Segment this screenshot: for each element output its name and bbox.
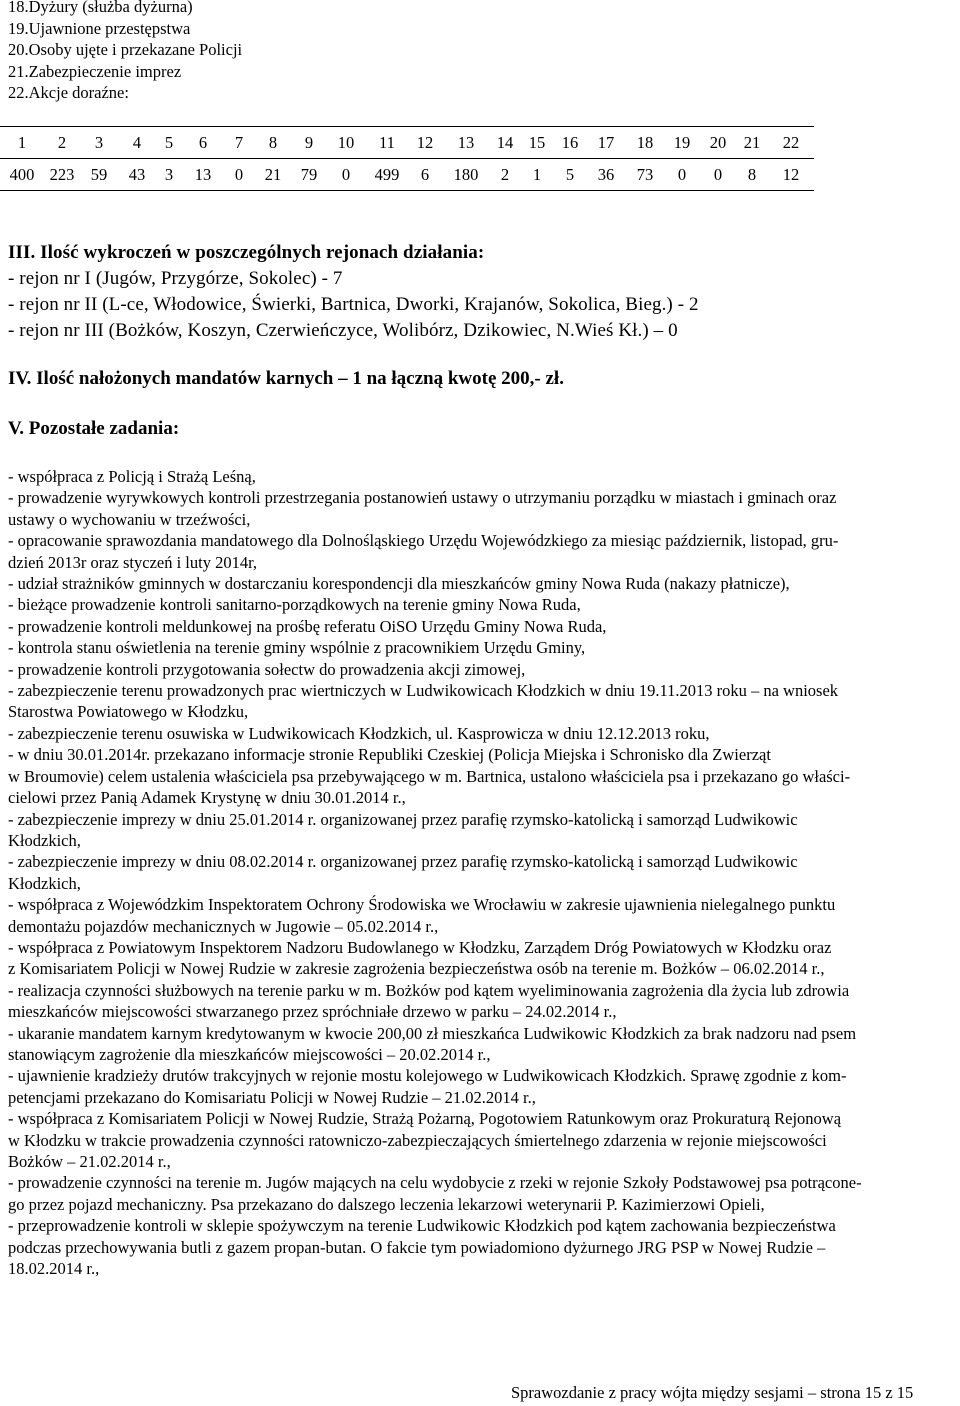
- task-line: - zabezpieczenie imprezy w dniu 25.01.2014 r. organizowanej przez parafię rzymsko-katolicką i samorząd Ludwikowic: [8, 809, 798, 829]
- table-header-cell: 19: [664, 127, 700, 159]
- table-cell: 3: [164, 164, 174, 184]
- table-cell: 73: [636, 164, 654, 184]
- table-cell: 2: [500, 164, 510, 184]
- table-header-cell: 5: [156, 127, 182, 159]
- task-line: dzień 2013r oraz styczeń i luty 2014r,: [8, 552, 258, 572]
- table-cell: 0: [341, 164, 351, 184]
- region-line: - rejon nr II (L-ce, Włodowice, Świerki, Bartnica, Dworki, Krajanów, Sokolica, Bieg.) - 2: [8, 294, 699, 315]
- table-header-cell: 1: [0, 127, 44, 159]
- task-line: 18.02.2014 r.,: [8, 1259, 100, 1279]
- task-line: - współpraca z Komisariatem Policji w Nowej Rudzie, Strażą Pożarną, Pogotowiem Ratunkowym oraz Prokuraturą Rejonową: [8, 1109, 842, 1129]
- table-header-cell: 9: [292, 127, 326, 159]
- page-footer: Sprawozdanie z pracy wójta między sesjami – strona 15 z 15: [511, 1383, 914, 1402]
- table-header-cell: 14: [490, 127, 520, 159]
- task-line: - prowadzenie wyrywkowych kontroli przestrzegania postanowień ustawy o utrzymaniu porządku w miastach i gminach oraz: [8, 488, 837, 508]
- table-cell: 12: [782, 164, 800, 184]
- task-line: mieszkańców miejscowości stwarzanego przez spróchniałe drzewo w parku – 24.02.2014 r.,: [8, 1002, 617, 1022]
- task-line: w Kłodzku w trakcie prowadzenia czynności ratowniczo-zabezpieczających śmiertelnego zdarzenia w rejonie miejscowości: [8, 1130, 827, 1150]
- task-line: demontażu pojazdów mechanicznych w Jugowie – 05.02.2014 r.,: [8, 916, 439, 936]
- table-header-cell: 3: [80, 127, 118, 159]
- task-line: - współpraca z Wojewódzkim Inspektoratem Ochrony Środowiska we Wrocławiu w zakresie ujawnienia nielegalnego punktu: [8, 895, 836, 915]
- table-cell: 0: [234, 164, 244, 184]
- table-cell: 400: [9, 164, 35, 184]
- table-cell: 1: [532, 164, 542, 184]
- tasks-list: [8, 466, 958, 1279]
- table-cell: 79: [300, 164, 318, 184]
- task-line: Starostwa Powiatowego w Kłodzku,: [8, 702, 249, 722]
- task-line: - udział strażników gminnych w dostarczaniu korespondencji dla mieszkańców gminy Nowa Ruda (nakazy płatnicze),: [8, 574, 790, 594]
- table-header-cell: 6: [182, 127, 224, 159]
- table-header-cell: 16: [554, 127, 586, 159]
- table-cell: 0: [713, 164, 723, 184]
- task-line: - ukaranie mandatem karnym kredytowanym w kwocie 200,00 zł mieszkańca Ludwikowic Kłodzkich za brak nadzoru nad psem: [8, 1023, 857, 1043]
- task-line: Bożków – 21.02.2014 r.,: [8, 1152, 171, 1171]
- section-3: [8, 240, 699, 344]
- task-line: z Komisariatem Policji w Nowej Rudzie w zakresie zagrożenia bezpieczeństwa osób na terenie m. Bożków – 06.02.2014 r.,: [8, 959, 825, 979]
- section-5-heading: V. Pozostałe zadania:: [8, 418, 180, 439]
- task-line: - realizacja czynności służbowych na terenie parku w m. Bożków pod kątem wyeliminowania zagrożenia dla życia lub zdrowia: [8, 980, 850, 1000]
- table-header-cell: 4: [118, 127, 156, 159]
- table-header-cell: 12: [408, 127, 442, 159]
- table-cell: 13: [194, 164, 212, 184]
- section-3-heading: III. Ilość wykroczeń w poszczególnych rejonach działania:: [8, 242, 485, 263]
- table-cell: 499: [374, 164, 400, 184]
- table-cell: 0: [677, 164, 687, 184]
- region-line: - rejon nr I (Jugów, Przygórze, Sokolec) - 7: [8, 268, 343, 289]
- task-line: podczas przechowywania butli z gazem propan-butan. O fakcie tym powiadomiono dyżurnego JRG PSP w Nowej Rudzie –: [8, 1237, 826, 1257]
- task-line: - współpraca z Powiatowym Inspektorem Nadzoru Budowlanego w Kłodzku, Zarządem Dróg Powiatowych w Kłodzku oraz: [8, 937, 832, 957]
- table-header-cell: 18: [626, 127, 664, 159]
- top-list: [8, 0, 242, 104]
- list-item: 22.Akcje doraźne:: [8, 83, 129, 103]
- table-header-cell: 11: [366, 127, 408, 159]
- task-line: cielowi przez Panią Adamek Krystynę w dniu 30.01.2014 r.,: [8, 788, 406, 808]
- table-header-cell: 20: [700, 127, 736, 159]
- task-line: - współpraca z Policją i Strażą Leśną,: [8, 467, 256, 486]
- task-line: - zabezpieczenie terenu osuwiska w Ludwikowicach Kłodzkich, ul. Kasprowicza w dniu 12.12.2013 roku,: [8, 723, 710, 743]
- task-line: - prowadzenie kontroli meldunkowej na prośbę referatu OiSO Urzędu Gminy Nowa Ruda,: [8, 616, 607, 636]
- region-line: - rejon nr III (Bożków, Koszyn, Czerwieńczyce, Wolibórz, Dzikowiec, N.Wieś Kł.) – 0: [8, 320, 678, 341]
- section-4-heading: IV. Ilość nałożonych mandatów karnych – 1 na łączną kwotę 200,- zł.: [8, 368, 564, 389]
- table-header-cell: 22: [768, 127, 814, 159]
- table-header-row: [0, 127, 814, 159]
- stats-table: [0, 126, 814, 191]
- task-line: Kłodzkich,: [8, 830, 81, 850]
- task-line: - bieżące prowadzenie kontroli sanitarno-porządkowych na terenie gminy Nowa Ruda,: [8, 595, 581, 615]
- table-row: [0, 159, 814, 191]
- task-line: - przeprowadzenie kontroli w sklepie spożywczym na terenie Ludwikowic Kłodzkich pod kątem zachowania bezpieczeństwa: [8, 1216, 836, 1236]
- list-item: 18.Dyżury (służba dyżurna): [8, 0, 193, 16]
- task-line: - w dniu 30.01.2014r. przekazano informacje stronie Republiki Czeskiej (Policja Miejska i Schronisko dla Zwierząt: [8, 745, 771, 765]
- list-item: 20.Osoby ujęte i przekazane Policji: [8, 40, 243, 60]
- table-header-cell: 7: [224, 127, 254, 159]
- task-line: - kontrola stanu oświetlenia na terenie gminy wspólnie z pracownikiem Urzędu Gminy,: [8, 638, 586, 658]
- table-cell: 5: [565, 164, 575, 184]
- task-line: Kłodzkich,: [8, 873, 81, 893]
- list-item: 21.Zabezpieczenie imprez: [8, 61, 182, 81]
- table-cell: 180: [453, 164, 479, 184]
- table-header-cell: 10: [326, 127, 366, 159]
- table-cell: 21: [264, 164, 282, 184]
- task-line: stanowiącym zagrożenie dla mieszkańców miejscowości – 20.02.2014 r.,: [8, 1044, 491, 1064]
- task-line: - zabezpieczenie imprezy w dniu 08.02.2014 r. organizowanej przez parafię rzymsko-katolicką i samorząd Ludwikowic: [8, 852, 798, 872]
- task-line: - opracowanie sprawozdania mandatowego dla Dolnośląskiego Urzędu Wojewódzkiego za miesiąc październik, listopad, gru-: [8, 531, 839, 551]
- table-header-cell: 8: [254, 127, 292, 159]
- table-header-cell: 21: [736, 127, 768, 159]
- table-header-cell: 15: [520, 127, 554, 159]
- table-cell: 8: [747, 164, 757, 184]
- task-line: w Broumovie) celem ustalenia właściciela psa przebywającego w m. Bartnica, ustalono właściciela psa i przekazano go właści-: [8, 766, 851, 786]
- table-cell: 36: [597, 164, 615, 184]
- task-line: petencjami przekazano do Komisariatu Policji w Nowej Rudzie – 21.02.2014 r.,: [8, 1087, 536, 1107]
- table-cell: 6: [420, 164, 430, 184]
- table-header-cell: 17: [586, 127, 626, 159]
- task-line: ustawy o wychowaniu w trzeźwości,: [8, 509, 251, 529]
- task-line: - zabezpieczenie terenu prowadzonych prac wiertniczych w Ludwikowicach Kłodzkich w dniu 19.11.2013 roku – na wniosek: [8, 681, 839, 701]
- task-line: go przez pojazd mechaniczny. Psa przekazano do dalszego leczenia lekarzowi weterynarii P. Kazimierzowi Opieli,: [8, 1194, 765, 1214]
- table-cell: 43: [128, 164, 146, 184]
- task-line: - ujawnienie kradzieży drutów trakcyjnych w rejonie mostu kolejowego w Ludwikowicach Kłodzkich. Sprawę zgodnie z kom-: [8, 1066, 847, 1086]
- task-line: - prowadzenie czynności na terenie m. Jugów mających na celu wydobycie z rzeki w rejonie Szkoły Podstawowej psa potrącone-: [8, 1173, 862, 1193]
- table-header-cell: 2: [44, 127, 80, 159]
- task-line: - prowadzenie kontroli przygotowania sołectw do prowadzenia akcji zimowej,: [8, 659, 526, 679]
- list-item: 19.Ujawnione przestępstwa: [8, 18, 191, 38]
- table-cell: 223: [49, 164, 75, 184]
- table-cell: 59: [90, 164, 108, 184]
- table-header-cell: 13: [442, 127, 490, 159]
